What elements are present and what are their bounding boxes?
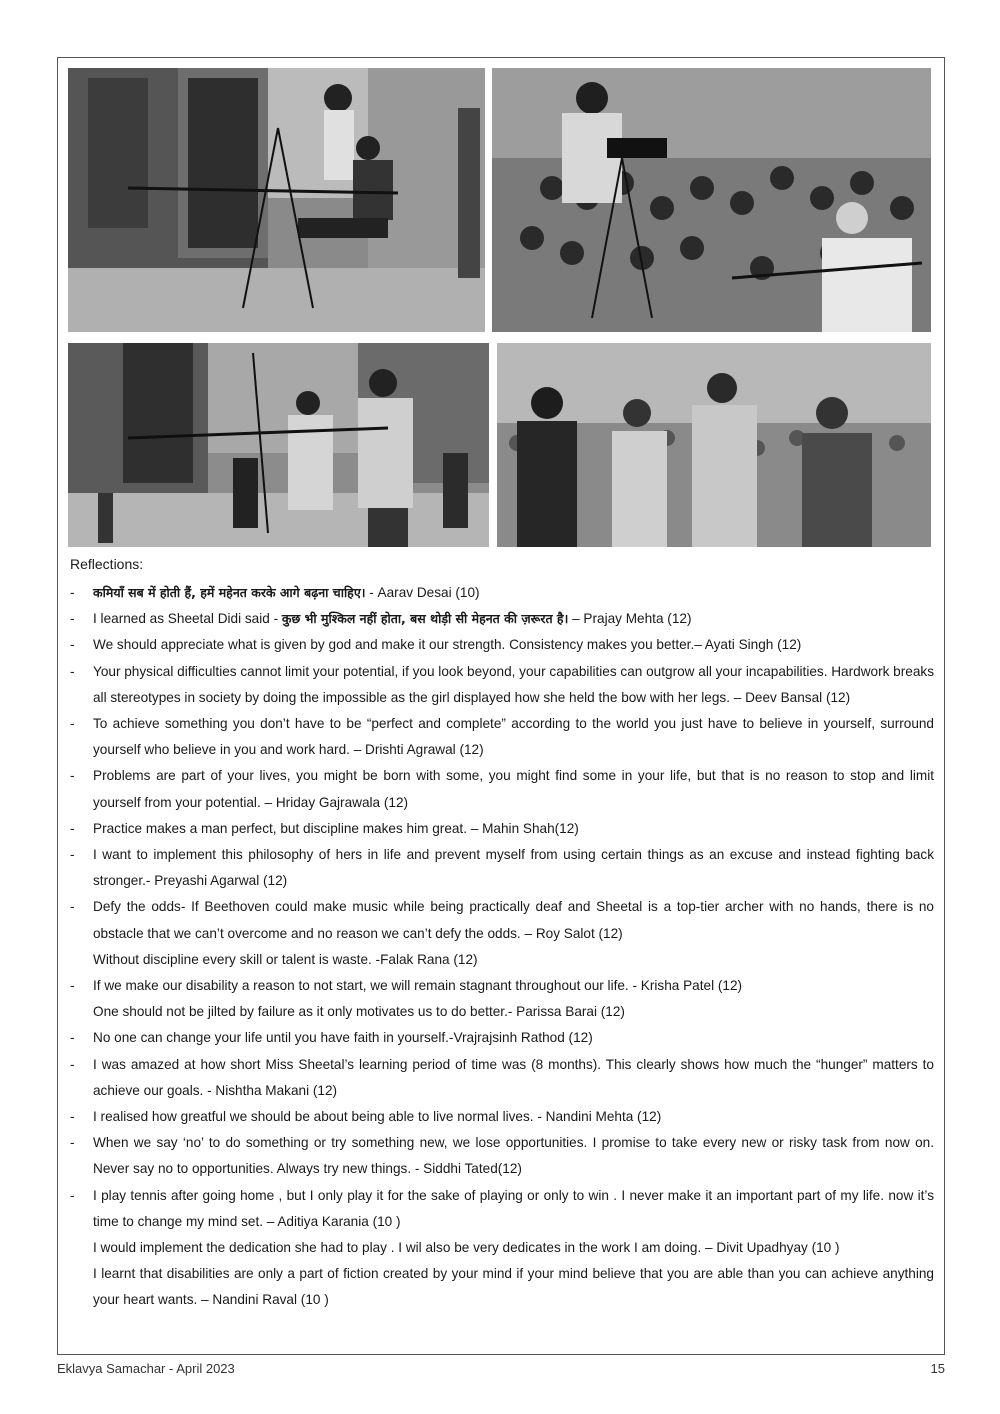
list-item: Without discipline every skill or talent is waste. -Falak Rana (12) xyxy=(93,951,478,967)
list-item: I learnt that disabilities are only a part of fiction created by your mind if your mind believe that you are able than you can achieve anything your heart wants. – Nandini Raval (10 ) xyxy=(93,1266,934,1308)
section-title: Reflections: xyxy=(70,556,144,572)
list-item: - I was amazed at how short Miss Sheetal’s learning period of time was (8 months). This clearly shows how much the “hunger” matters to achieve our goals. - Nishtha Makani (12) xyxy=(70,1056,934,1098)
list-item: - I want to implement this philosophy of hers in life and prevent myself from using certain things as an excuse and instead fighting back stronger.- Preyashi Agarwal (12) xyxy=(70,847,934,889)
photo-archer-with-spotting-scope xyxy=(68,68,485,332)
list-item: - If we make our disability a reason to not start, we will remain stagnant throughout our life. - Krisha Patel (12) xyxy=(70,978,743,994)
list-item: - I realised how greatful we should be about being able to live normal lives. - Nandini Mehta (12) xyxy=(70,1109,662,1125)
list-item: - No one can change your life until you have faith in yourself.-Vrajrajsinh Rathod (12) xyxy=(70,1030,593,1046)
list-item: - I play tennis after going home , but I only play it for the sake of playing or only to win . I never make it an important part of my life. now it’s time to change my mind set. – Aditiya Karania (10 ) xyxy=(70,1187,934,1229)
reflections-list xyxy=(68,580,934,1314)
photo-student-drawing-bow xyxy=(68,343,489,547)
list-item: - I learned as Sheetal Didi said - कुछ भी मुश्किल नहीं होता, बस थोड़ी सी मेहनत की ज़रूरत है। – Prajay Mehta (12) xyxy=(70,611,692,627)
list-item: - कमियाँ सब में होती हैं, हमें महेनत करके आगे बढ़ना चाहिए। - Aarav Desai (10) xyxy=(70,585,480,600)
footer-publication: Eklavya Samachar - April 2023 xyxy=(57,1361,235,1376)
list-item: - Your physical difficulties cannot limit your potential, if you look beyond, your capabilities can outgrow all your incapabilities. Hardwork breaks all stereotypes in society by doing the impossible as the girl displayed how she held the bow with her legs. – Deev Bansal (12) xyxy=(70,663,934,705)
list-item: - To achieve something you don’t have to be “perfect and complete” according to the world you just have to believe in yourself, surround yourself who believe in you and work hard. – Drishti Agrawal (12) xyxy=(70,716,934,758)
photo-group-portrait xyxy=(497,343,931,547)
page-number: 15 xyxy=(930,1361,945,1376)
list-item: I would implement the dedication she had to play . I wil also be very dedicates in the work I am doing. – Divit Upadhyay (10 ) xyxy=(93,1240,840,1256)
list-item: One should not be jilted by failure as it only motivates us to do better.- Parissa Barai (12) xyxy=(93,1004,625,1020)
list-item: - Practice makes a man perfect, but discipline makes him great. – Mahin Shah(12) xyxy=(70,820,579,836)
photo-archer-before-audience xyxy=(492,68,931,332)
list-item: - When we say ‘no’ to do something or try something new, we lose opportunities. I promise to take every new or risky task from now on. Never say no to opportunities. Always try new things. - Siddhi Tated(12) xyxy=(70,1135,934,1177)
list-item: - We should appreciate what is given by god and make it our strength. Consistency makes you better.– Ayati Singh (12) xyxy=(70,637,802,653)
list-item: - Defy the odds- If Beethoven could make music while being practically deaf and Sheetal is a top-tier archer with no hands, there is no obstacle that we can’t overcome and no reason we can’t defy the odds. – Roy Salot (12) xyxy=(70,899,934,941)
list-item: - Problems are part of your lives, you might be born with some, you might find some in your life, but that is no reason to stop and limit yourself from your potential. – Hriday Gajrawala (12) xyxy=(70,768,934,810)
